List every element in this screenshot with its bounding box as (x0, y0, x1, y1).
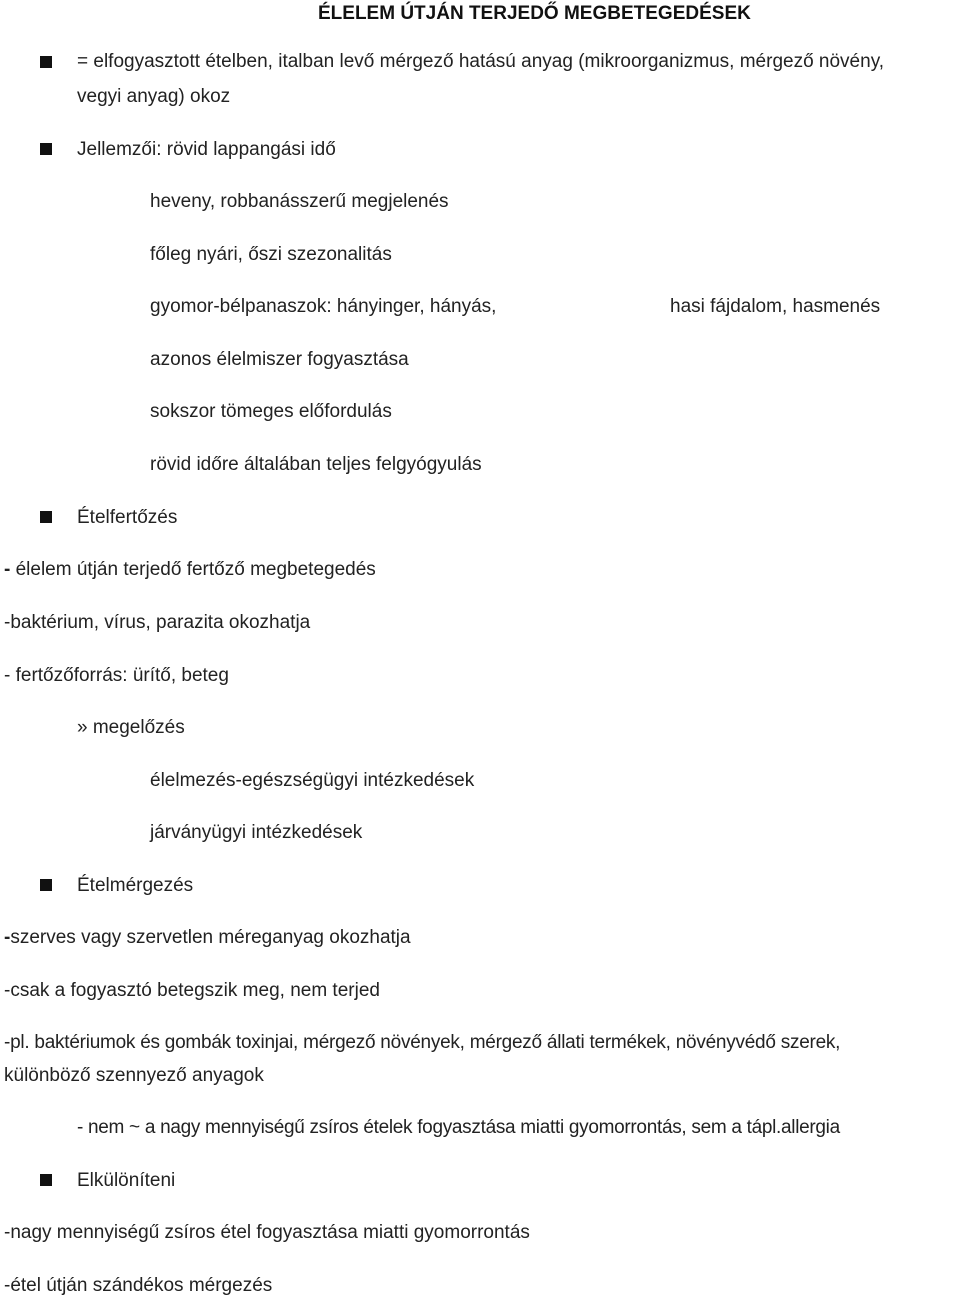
food-infection-line-1 (4, 558, 376, 582)
food-poisoning-note: - nem ~ a nagy mennyiségű zsíros ételek fogyasztása miatti gyomorrontás, sem a tápl.allergia (77, 1117, 840, 1138)
differentiate-item: -étel útján szándékos mérgezés (4, 1275, 273, 1296)
bullet-icon (40, 56, 52, 68)
prevention-measure: élelmezés-egészségügyi intézkedések (150, 770, 475, 791)
characteristic-item-right: hasi fájdalom, hasmenés (670, 296, 881, 317)
food-infection-line-3: - fertőzőforrás: ürítő, beteg (4, 665, 229, 686)
bullet-icon (40, 879, 52, 891)
characteristics-label: Jellemzői: rövid lappangási idő (77, 139, 336, 160)
food-infection-heading: Ételfertőzés (77, 507, 178, 528)
characteristic-item: sokszor tömeges előfordulás (150, 401, 392, 422)
differentiate-item: -nagy mennyiségű zsíros étel fogyasztása miatti gyomorrontás (4, 1222, 530, 1243)
food-poisoning-line-3a: -pl. baktériumok és gombák toxinjai, mérgező növények, mérgező állati termékek, növényvédő szerek, (4, 1032, 841, 1053)
dash-marker: - (4, 559, 11, 580)
food-poisoning-heading: Ételmérgezés (77, 875, 194, 896)
characteristic-item: gyomor-bélpanaszok: hányinger, hányás, (150, 296, 497, 317)
differentiate-heading: Elkülöníteni (77, 1170, 176, 1191)
food-infection-line-2: -baktérium, vírus, parazita okozhatja (4, 612, 311, 633)
bullet-icon (40, 1174, 52, 1186)
characteristic-item: azonos élelmiszer fogyasztása (150, 349, 409, 370)
characteristic-item: főleg nyári, őszi szezonalitás (150, 244, 392, 265)
definition-line-2: vegyi anyag) okoz (77, 86, 231, 107)
food-poisoning-line-1 (4, 926, 411, 950)
definition-line-1: = elfogyasztott ételben, italban levő mérgező hatású anyag (mikroorganizmus, mérgező növény, (77, 51, 885, 72)
bullet-icon (40, 143, 52, 155)
page-title: ÉLELEM ÚTJÁN TERJEDŐ MEGBETEGEDÉSEK (318, 3, 751, 24)
characteristic-item: rövid időre általában teljes felgyógyulás (150, 454, 482, 475)
characteristic-item: heveny, robbanásszerű megjelenés (150, 191, 449, 212)
food-poisoning-line-2: -csak a fogyasztó betegszik meg, nem terjed (4, 980, 380, 1001)
food-infection-line-1-text: élelem útján terjedő fertőző megbetegedés (10, 559, 376, 580)
food-poisoning-line-1-text: szerves vagy szervetlen méreganyag okozhatja (10, 927, 411, 948)
bullet-icon (40, 511, 52, 523)
food-poisoning-line-3b: különböző szennyező anyagok (4, 1065, 264, 1086)
prevention-measure: járványügyi intézkedések (150, 822, 363, 843)
prevention-label: » megelőzés (77, 717, 185, 738)
dash-marker: - (4, 927, 11, 948)
